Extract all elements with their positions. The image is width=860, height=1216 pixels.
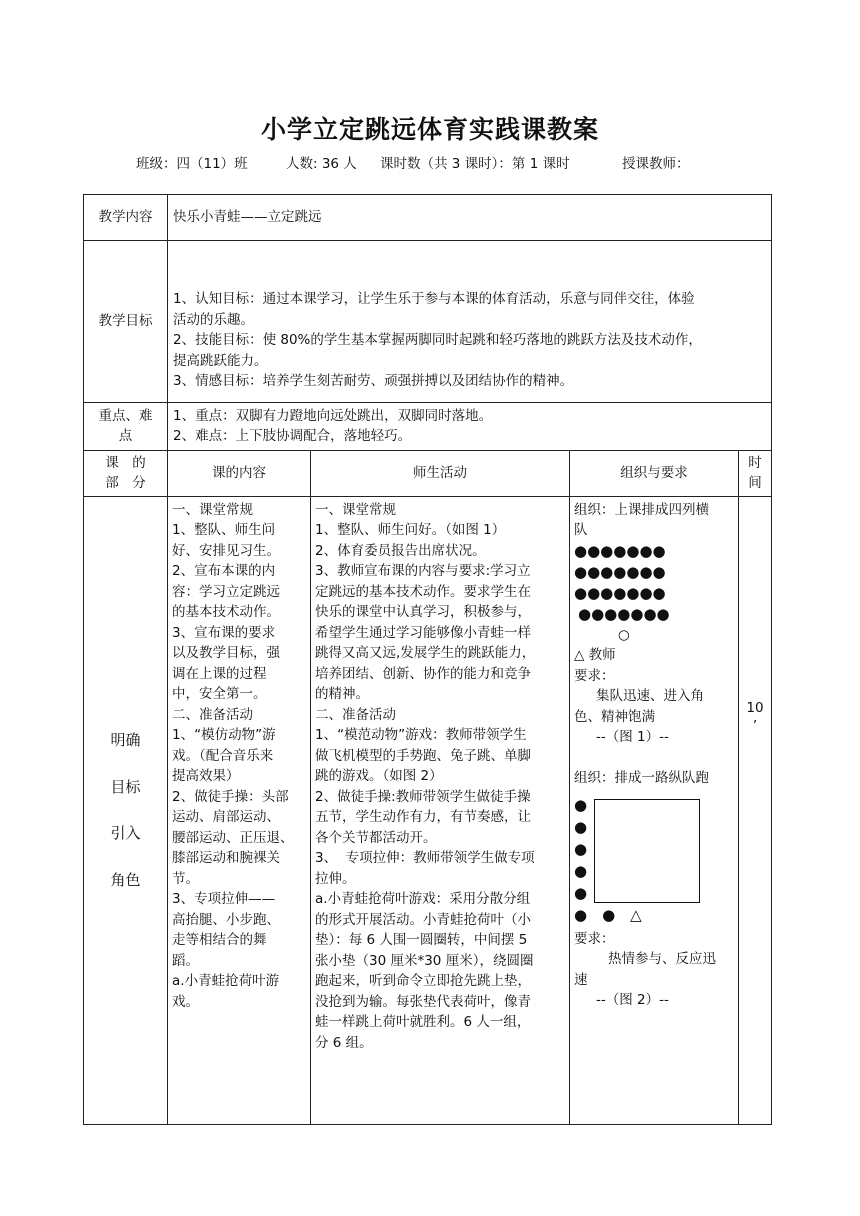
goal-line: 3、情感目标：培养学生刻苦耐劳、顽强拼搏以及团结协作的精神。 xyxy=(173,373,574,389)
goals-label: 教学目标 xyxy=(84,241,168,403)
activity-line: 的形式开展活动。小青蛙抢荷叶（小 xyxy=(315,911,531,928)
requirement-text: 速 xyxy=(574,971,588,988)
header-activities: 师生活动 xyxy=(311,450,570,496)
activity-line: 的精神。 xyxy=(315,686,369,702)
lesson-content-line: 1、“模仿动物”游 xyxy=(172,727,276,743)
header-part: 课 的 部 分 xyxy=(84,450,168,496)
formation-row: ●●●●●●● xyxy=(574,583,666,602)
activity-line: 2、做徒手操:教师带领学生做徒手操 xyxy=(315,788,531,805)
activity-line: 1、整队、师生问好。（如图 1） xyxy=(315,522,506,538)
activity-line: 五节，学生动作有力，有节奏感，让 xyxy=(315,809,531,825)
page-title: 小学立定跳远体育实践课教案 xyxy=(260,115,599,144)
key-point: 1、重点：双脚有力蹬地向远处跳出，双脚同时落地。 xyxy=(173,407,493,424)
lesson-content-line: 走等相结合的舞 xyxy=(172,932,267,948)
activity-line: 分 6 组。 xyxy=(315,1034,373,1051)
figure-caption: --（图 1）-- xyxy=(596,729,669,745)
formation-row: ●●●●●●● xyxy=(578,604,670,623)
requirement-text: 热情参与、反应迅 xyxy=(608,951,716,967)
lesson-content-line: 戏。（配合音乐来 xyxy=(172,747,274,764)
lesson-content-line: 提高效果） xyxy=(172,768,240,784)
figure-caption: --（图 2）-- xyxy=(596,992,669,1008)
lesson-content-line: 2、做徒手操：头部 xyxy=(172,788,289,805)
activity-line: 跑起来，听到命令立即抢先跳上垫， xyxy=(315,973,531,989)
activity-line: 二、准备活动 xyxy=(315,706,396,723)
lesson-content-line: 戏。 xyxy=(172,993,199,1010)
key-point: 2、难点：上下肢协调配合，落地轻巧。 xyxy=(173,428,412,444)
running-diagram xyxy=(574,791,734,929)
goal-line: 提高跳跃能力。 xyxy=(173,352,268,369)
lesson-body-row xyxy=(84,496,772,1124)
org-text: 队 xyxy=(574,522,588,538)
key-points-row xyxy=(84,402,772,450)
student-count: 人数: 36 人 xyxy=(286,156,357,172)
requirement-label: 要求： xyxy=(574,930,615,947)
activity-line: 3、教师宣布课的内容与要求:学习立 xyxy=(315,563,531,579)
goals-text xyxy=(168,241,771,402)
time-value: 10 xyxy=(746,699,764,716)
teacher-marker: △ 教师 xyxy=(574,647,616,663)
activity-line: 蛙一样跳上荷叶就胜利。6 人一组， xyxy=(315,1014,531,1030)
phase-word: 明确 xyxy=(110,731,141,749)
student-dot: ● xyxy=(574,861,588,880)
lesson-content-line: 运动、肩部运动、 xyxy=(172,809,280,825)
lesson-content-line: 2、宣布本课的内 xyxy=(172,563,276,579)
activity-line: 2、体育委员报告出席状况。 xyxy=(315,542,486,559)
lesson-content-line: 3、宣布课的要求 xyxy=(172,624,276,641)
lesson-content-line: 以及教学目标，强 xyxy=(172,645,280,661)
organization-cell xyxy=(570,497,738,1014)
class-info: 班级：四（11）班 xyxy=(136,156,248,172)
key-points-label: 重点、难 点 xyxy=(84,402,168,450)
activity-line: 拉伸。 xyxy=(315,870,356,887)
activity-line: 定跳远的基本技术动作。要求学生在 xyxy=(315,583,531,600)
student-dot: ● xyxy=(574,839,588,858)
activity-line: 快乐的课堂中认真学习，积极参与， xyxy=(315,604,531,620)
student-dot: ● xyxy=(574,883,588,902)
lesson-content-line: 中，安全第一。 xyxy=(172,686,267,702)
lesson-content-line: 容：学习立定跳远 xyxy=(172,583,280,600)
student-dot: ● xyxy=(574,817,588,836)
key-points-text xyxy=(168,403,771,450)
lesson-content-line: 1、整队、师生问 xyxy=(172,522,276,538)
org-text: 组织：上课排成四列横 xyxy=(574,501,709,518)
phase-word: 目标 xyxy=(110,777,141,796)
lesson-content-line: 3、专项拉伸—— xyxy=(172,891,276,907)
header-organization: 组织与要求 xyxy=(570,450,739,496)
requirement-label: 要求： xyxy=(574,667,615,684)
lesson-content-line: 节。 xyxy=(172,870,199,887)
activity-line: a.小青蛙抢荷叶游戏：采用分散分组 xyxy=(315,891,531,907)
activity-line: 没抢到为输。每张垫代表荷叶，像青 xyxy=(315,993,531,1010)
lesson-plan-table xyxy=(83,194,772,1125)
bottom-row-marker: ● ● △ xyxy=(574,905,642,924)
activity-line: 垫）：每 6 人围一圆圈转，中间摆 5 xyxy=(315,932,528,948)
activity-line: 各个关节都活动开。 xyxy=(315,829,437,846)
activity-line: 跳得又高又远,发展学生的跳跃能力， xyxy=(315,645,536,661)
lesson-content-line: 好、安排见习生。 xyxy=(172,542,280,559)
requirement-text: 色、精神饱满 xyxy=(574,708,655,725)
lesson-content-line: 一、课堂常规 xyxy=(172,501,253,518)
content-row xyxy=(84,195,772,241)
student-dot: ● xyxy=(574,795,588,814)
lesson-content-line: 腰部运动、正压退、 xyxy=(172,829,294,846)
header-content: 课的内容 xyxy=(168,450,311,496)
lesson-content-line: 调在上课的过程 xyxy=(172,665,267,682)
activities-cell xyxy=(311,497,569,1057)
circle-marker: ○ xyxy=(618,626,630,643)
content-value: 快乐小青蛙——立定跳远 xyxy=(173,209,322,226)
goal-line: 活动的乐趣。 xyxy=(173,311,254,328)
goal-line: 2、技能目标：使 80%的学生基本掌握两脚同时起跳和轻巧落地的跳跃方法及技术动作， xyxy=(173,332,702,348)
phase-word: 引入 xyxy=(110,824,141,842)
activity-line: 跳的游戏。（如图 2） xyxy=(315,768,443,784)
time-unit: ’ xyxy=(752,717,758,734)
lesson-hours: 课时数（共 3 课时）：第 1 课时 xyxy=(380,156,570,172)
teacher-label: 授课教师： xyxy=(622,156,690,172)
running-square xyxy=(594,799,700,903)
lesson-content-cell xyxy=(168,497,310,1016)
activity-line: 3、 专项拉伸：教师带领学生做专项 xyxy=(315,850,535,866)
column-header-row xyxy=(84,450,772,496)
activity-line: 希望学生通过学习能够像小青蛙一样 xyxy=(315,624,531,641)
phase-cell xyxy=(84,496,168,1124)
phase-word: 角色 xyxy=(110,870,141,889)
time-cell xyxy=(739,496,772,1124)
lesson-content-line: 的基本技术动作。 xyxy=(172,604,280,620)
formation-row: ●●●●●●● xyxy=(574,541,666,560)
header-time: 时 间 xyxy=(739,450,772,496)
requirement-text: 集队迅速、进入角 xyxy=(596,688,704,704)
lesson-content-line: 二、准备活动 xyxy=(172,706,253,723)
lesson-content-line: 蹈。 xyxy=(172,952,199,969)
lesson-content-line: a.小青蛙抢荷叶游 xyxy=(172,973,280,989)
goal-line: 1、认知目标：通过本课学习，让学生乐于参与本课的体育活动，乐意与同伴交往，体验 xyxy=(173,291,695,307)
lesson-content-line: 膝部运动和腕裸关 xyxy=(172,850,280,866)
content-label: 教学内容 xyxy=(84,195,168,241)
activity-line: 1、“模范动物”游戏：教师带领学生 xyxy=(315,727,527,743)
lesson-content-line: 高抬腿、小步跑、 xyxy=(172,911,280,928)
activity-line: 张小垫（30 厘米*30 厘米），绕圆圈 xyxy=(315,952,534,969)
activity-line: 一、课堂常规 xyxy=(315,501,396,518)
org-text: 组织：排成一路纵队跑 xyxy=(574,770,709,786)
goals-row xyxy=(84,241,772,403)
activity-line: 培养团结、创新、协作的能力和竞争 xyxy=(315,665,531,682)
formation-row: ●●●●●●● xyxy=(574,562,666,581)
activity-line: 做飞机模型的手势跑、兔子跳、单脚 xyxy=(315,747,531,764)
